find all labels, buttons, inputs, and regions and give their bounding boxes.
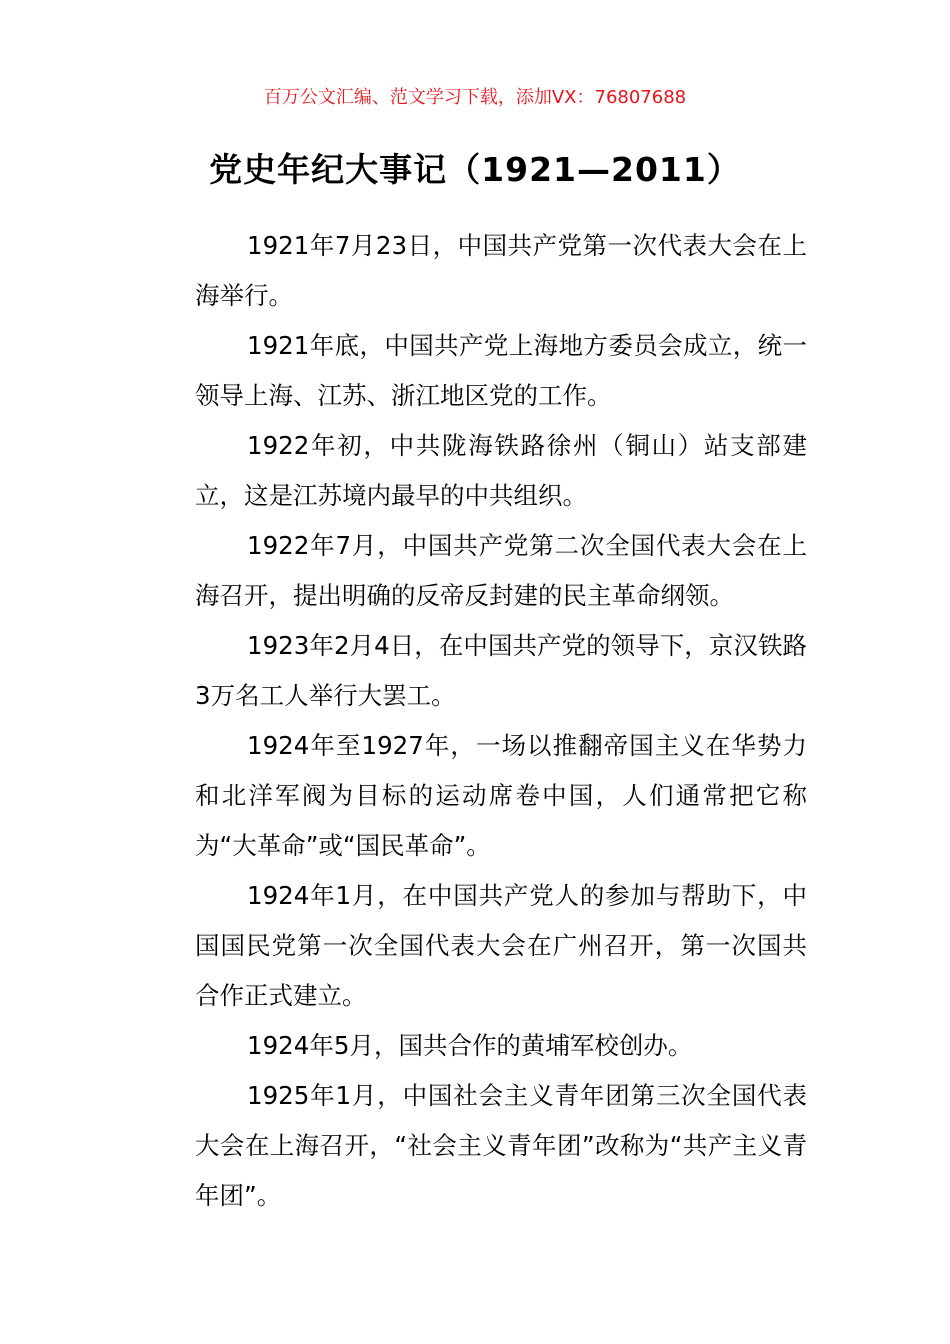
paragraph: 1925年1月，中国社会主义青年团第三次全国代表大会在上海召开，“社会主义青年团”改称为“共产主义青年团”。 [195,1081,807,1210]
paragraph: 1922年7月，中国共产党第二次全国代表大会在上海召开，提出明确的反帝反封建的民主革命纲领。 [195,531,807,610]
body-text [195,221,807,1221]
paragraph: 1924年至1927年，一场以推翻帝国主义在华势力和北洋军阀为目标的运动席卷中国，人们通常把它称为“大革命”或“国民革命”。 [195,731,807,860]
paragraph: 1924年5月，国共合作的黄埔军校创办。 [247,1031,693,1060]
paragraph: 1923年2月4日，在中国共产党的领导下，京汉铁路3万名工人举行大罢工。 [195,631,807,710]
paragraph: 1922年初，中共陇海铁路徐州（铜山）站支部建立，这是江苏境内最早的中共组织。 [195,431,807,510]
document-title: 党史年纪大事记（1921—2011） [209,150,741,189]
paragraph: 1924年1月，在中国共产党人的参加与帮助下，中国国民党第一次全国代表大会在广州召开，第一次国共合作正式建立。 [195,881,807,1010]
paragraph: 1921年底，中国共产党上海地方委员会成立，统一领导上海、江苏、浙江地区党的工作。 [195,331,807,410]
paragraph: 1921年7月23日，中国共产党第一次代表大会在上海举行。 [195,231,807,310]
header-note: 百万公文汇编、范文学习下载，添加VX：76807688 [263,87,687,108]
